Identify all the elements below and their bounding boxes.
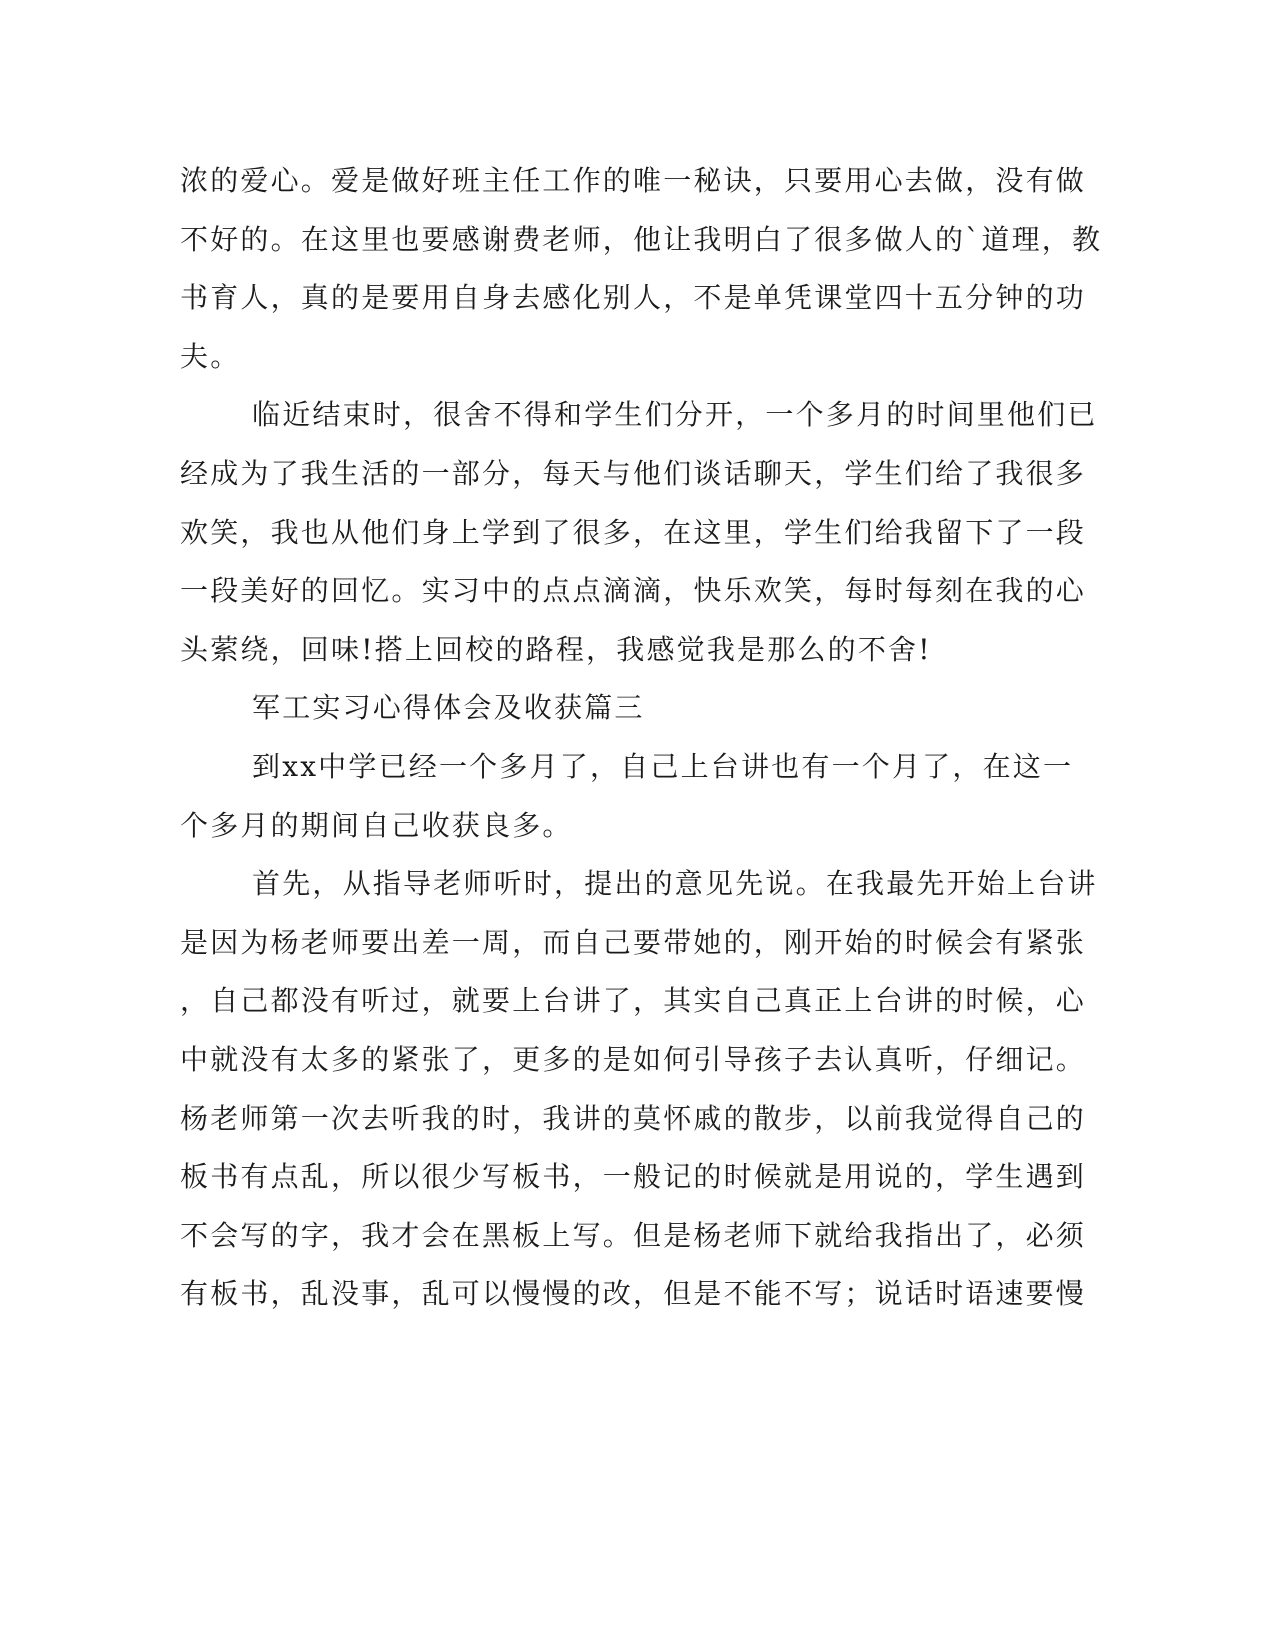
text-line: 书育人，真的是要用自身去感化别人，不是单凭课堂四十五分钟的功 <box>180 281 1087 315</box>
paragraph-start-line: 临近结束时，很舍不得和学生们分开，一个多月的时间里他们已 <box>252 398 1098 432</box>
text-line: 是因为杨老师要出差一周，而自己要带她的，刚开始的时候会有紧张 <box>180 925 1087 959</box>
text-line: 不好的。在这里也要感谢费老师，他让我明白了很多做人的`道理，教 <box>180 222 1103 256</box>
text-line: ，自己都没有听过，就要上台讲了，其实自己真正上台讲的时候，心 <box>180 984 1087 1018</box>
text-line: 不会写的字，我才会在黑板上写。但是杨老师下就给我指出了，必须 <box>180 1218 1087 1252</box>
section-heading: 军工实习心得体会及收获篇三 <box>252 691 645 725</box>
text-line: 杨老师第一次去听我的时，我讲的莫怀戚的散步，以前我觉得自己的 <box>180 1101 1087 1135</box>
paragraph-start-line: 首先，从指导老师听时，提出的意见先说。在我最先开始上台讲 <box>252 867 1098 901</box>
text-line: 中就没有太多的紧张了，更多的是如何引导孩子去认真听，仔细记。 <box>180 1042 1087 1076</box>
text-line: 经成为了我生活的一部分，每天与他们谈话聊天，学生们给了我很多 <box>180 456 1087 490</box>
text-line: 头萦绕，回味!搭上回校的路程，我感觉我是那么的不舍! <box>180 632 932 666</box>
text-line: 一段美好的回忆。实习中的点点滴滴，快乐欢笑，每时每刻在我的心 <box>180 574 1087 608</box>
text-line: 欢笑，我也从他们身上学到了很多，在这里，学生们给我留下了一段 <box>180 515 1087 549</box>
paragraph-start-line: 到xx中学已经一个多月了，自己上台讲也有一个月了，在这一 <box>252 749 1074 783</box>
text-line: 板书有点乱，所以很少写板书，一般记的时候就是用说的，学生遇到 <box>180 1160 1087 1194</box>
text-line: 有板书，乱没事，乱可以慢慢的改，但是不能不写；说话时语速要慢 <box>180 1277 1087 1311</box>
text-line: 个多月的期间自己收获良多。 <box>180 808 573 842</box>
text-line: 夫。 <box>180 339 241 373</box>
body-text <box>180 152 1103 1324</box>
text-line: 浓的爱心。爱是做好班主任工作的唯一秘诀，只要用心去做，没有做 <box>180 164 1087 197</box>
